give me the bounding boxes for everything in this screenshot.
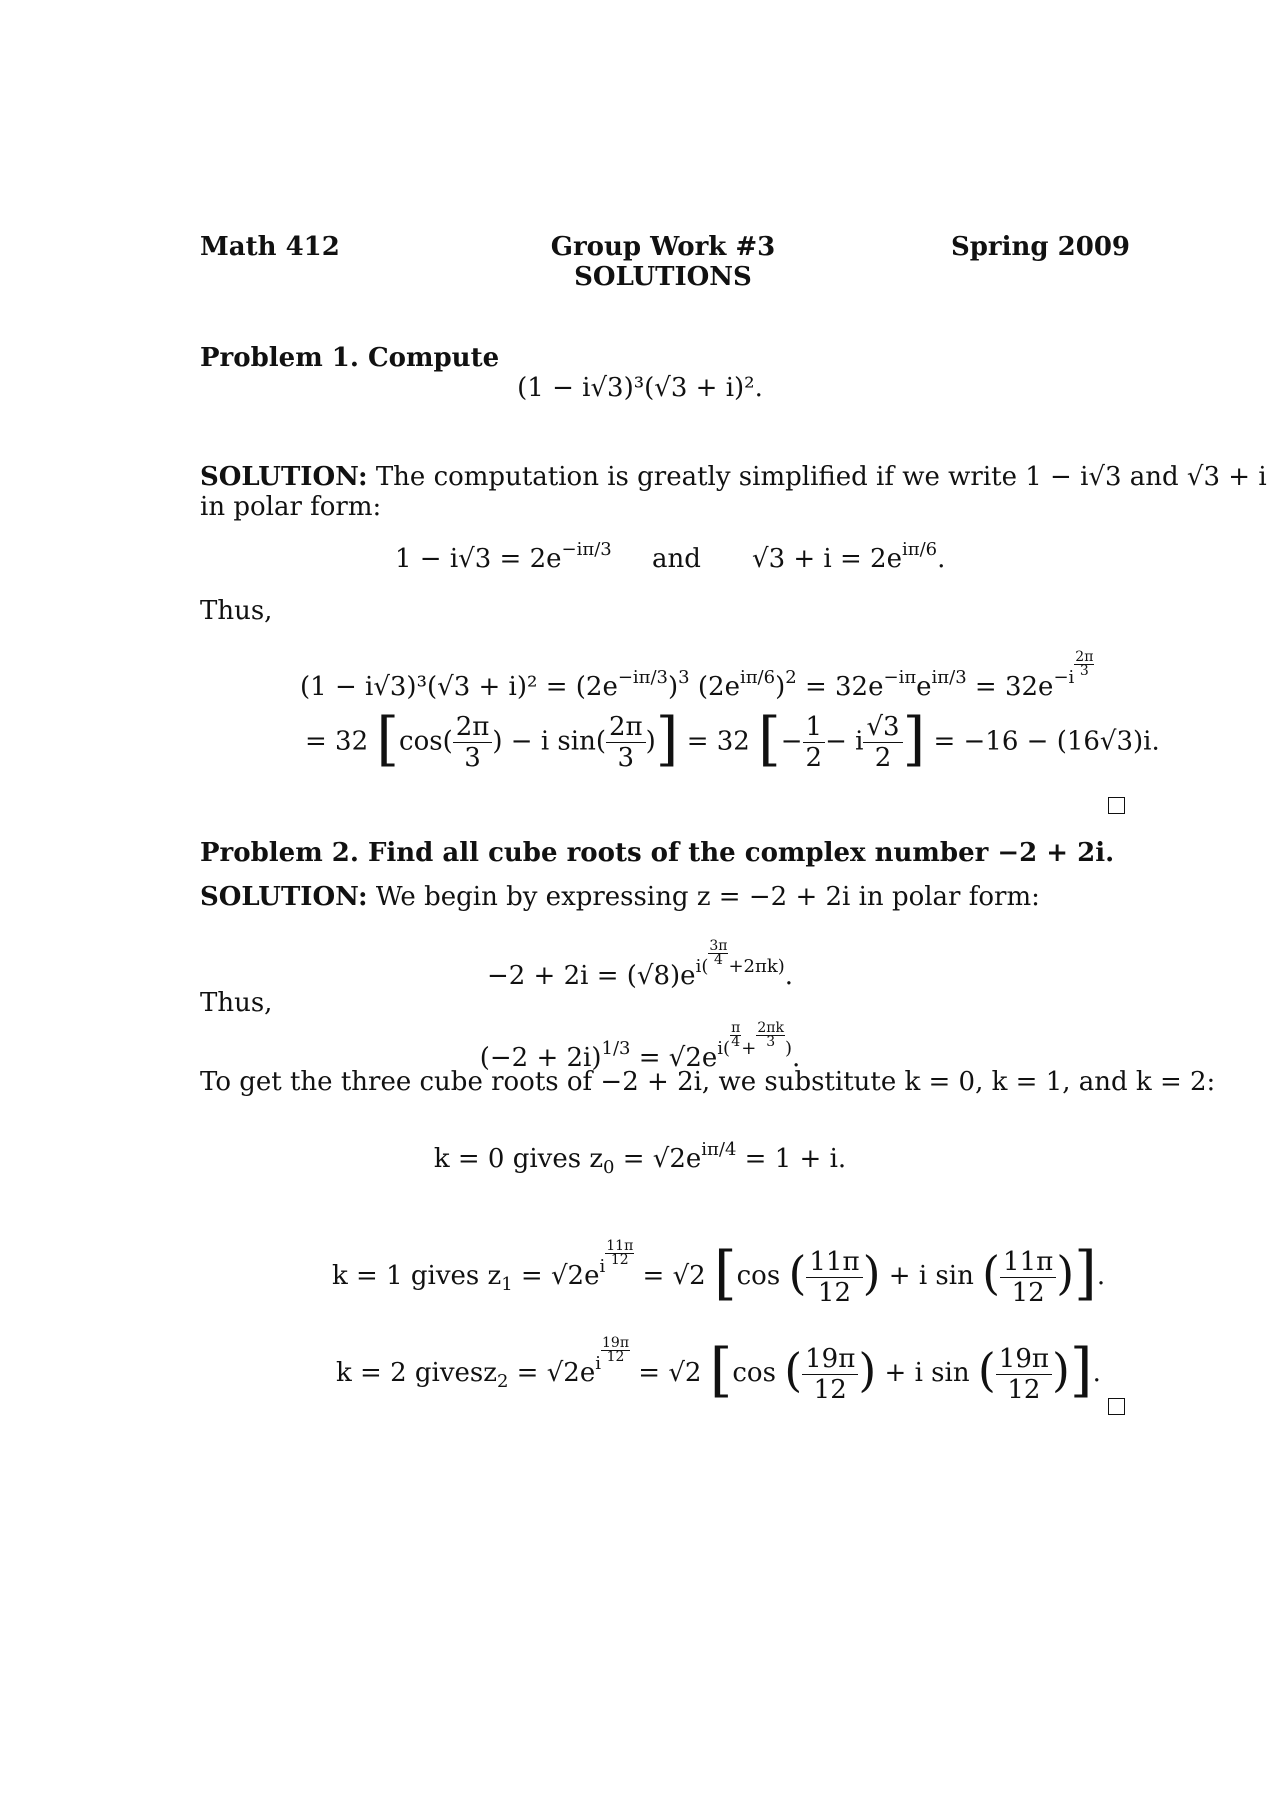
qed-box-1 — [1108, 797, 1125, 814]
title-line-2: SOLUTIONS — [574, 262, 752, 292]
polar-form-b: $√3 + i = 2e^{i\pi/6}$. — [752, 539, 946, 574]
solution-text-cont: in polar form: — [200, 492, 382, 522]
solution-label: SOLUTION: — [200, 882, 368, 912]
document-title — [548, 232, 778, 292]
thus-label-2: Thus, — [200, 988, 273, 1018]
problem-2-heading: Problem 2. Find all cube roots of the complex number −2 + 2i. — [200, 838, 1115, 868]
problem-1-statement: (1 − i√3)³(√3 + i)². — [517, 373, 763, 403]
title-line-1: Group Work #3 — [550, 232, 776, 262]
solution-text: We begin by expressing z = −2 + 2i in polar form: — [367, 882, 1040, 912]
computation-line-2: = 32 [cos( $\frac{2\pi}{3}$ ) − i sin( $\frac{2\pi}{3}$ )] = 32 [− $\frac{1}{2}$ − i $\frac{√3}{2}$ ] = −16 − (16√3)i. — [305, 704, 1160, 773]
solution-text: The computation is greatly simplified if we write 1 − i√3 and √3 + i — [367, 462, 1267, 492]
substitute-text: To get the three cube roots of −2 + 2i, we substitute k = 0, k = 1, and k = 2: — [200, 1067, 1216, 1097]
polar-and: and — [652, 544, 701, 574]
computation-line-1: $(1 - i√3)^3(√3 + i)^2 = (2e^{-i\pi/3})^3$ $(2e^{i\pi/6})^2 = 32e^{-i\pi}e^{i\pi/3} = 32e^{-i \frac{2\pi}{3}}$ — [300, 649, 1094, 702]
problem-2-solution-intro — [200, 882, 1040, 912]
problem-2-polar: $-2 + 2i = (√8)e^{i( \frac{3\pi}{4} +2\pi k)}$. — [486, 938, 794, 991]
polar-form-a: $1 - i√3 = 2e^{-i\pi/3}$ — [395, 539, 612, 574]
root-k1: k = 1 gives $z_1 = √2e^{i \frac{11\pi}{12}}$ = √2 [cos ( $\frac{11\pi}{12}$ ) + i sin ( $\frac{11\pi}{12}$ )]. — [332, 1238, 1106, 1308]
thus-label: Thus, — [200, 596, 273, 626]
problem-1-heading: Problem 1. Compute — [200, 343, 500, 373]
root-k2: k = 2 givesz$_2$ = $√2e^{i \frac{19\pi}{12}}$ = √2 [cos ( $\frac{19\pi}{12}$ ) + i sin ( $\frac{19\pi}{12}$ )]. — [336, 1335, 1101, 1405]
problem-1-solution-intro — [200, 462, 1267, 492]
root-k0: k = 0 gives $z_0 = √2e^{i\pi/4} = 1 + i$. — [433, 1139, 847, 1178]
cube-root-formula: $(-2 + 2i)^{1/3} = √2e^{i( \frac{\pi}{4} + \frac{2\pi k}{3} )}$. — [479, 1020, 801, 1073]
course-name: Math 412 — [200, 232, 340, 262]
solution-label: SOLUTION: — [200, 462, 368, 492]
qed-box-2 — [1108, 1398, 1125, 1415]
term-label: Spring 2009 — [950, 232, 1130, 262]
